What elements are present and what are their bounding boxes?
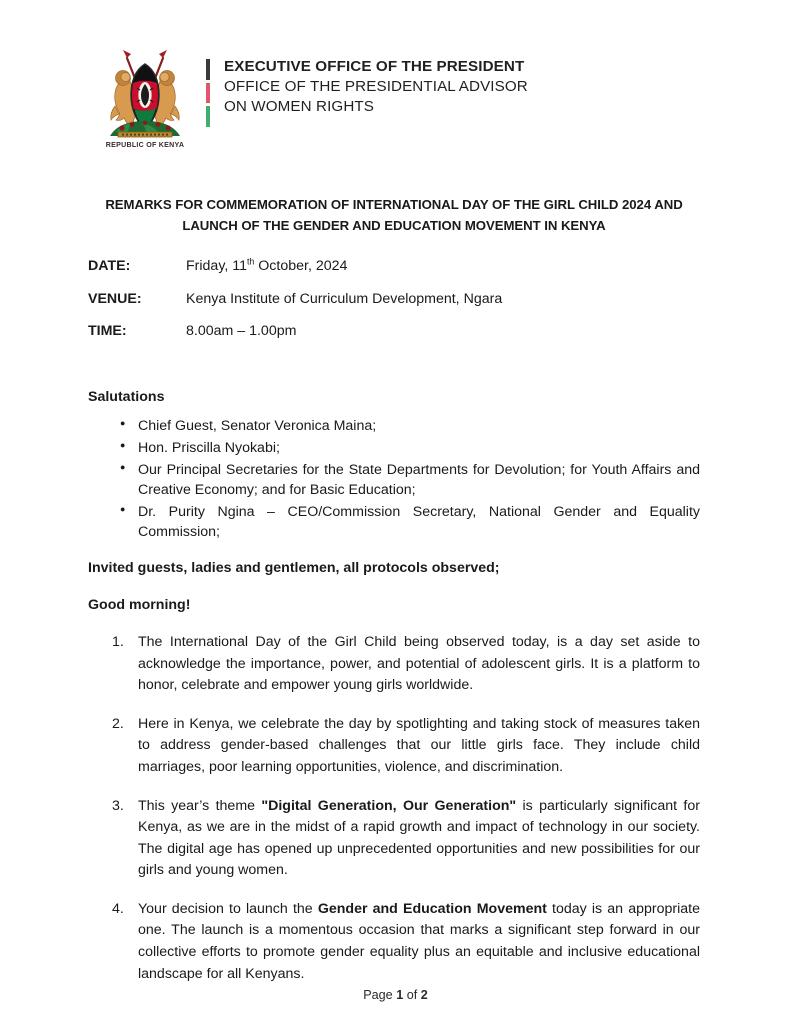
- salutations-list: [88, 416, 700, 543]
- tricolor-segment-black: [206, 59, 210, 80]
- document-title: [88, 195, 700, 237]
- list-item: [88, 632, 700, 697]
- date-value-before: Friday, 11: [186, 257, 247, 274]
- footer-prefix: Page: [363, 988, 397, 1002]
- paragraph-text-part-1: The International Day of the Girl Child being observed today, is a day set aside to acknowledge the importance, power, and potential of adolescent girls. It is a platform to honor, celebrate and empower young girls worldwide.: [138, 634, 700, 694]
- kenya-coat-of-arms-icon: [96, 48, 194, 148]
- list-item: ● Dr. Purity Ngina – CEO/Commission Secretary, National Gender and Equality Commission;: [88, 502, 700, 543]
- tricolor-segment-green: [206, 106, 210, 127]
- footer-total-pages: 2: [420, 988, 428, 1002]
- document-title-line-2: LAUNCH OF THE GENDER AND EDUCATION MOVEMENT IN KENYA: [182, 217, 606, 233]
- list-item: ● Hon. Priscilla Nyokabi;: [88, 438, 700, 459]
- paragraph-emphasis: Gender and Education Movement: [317, 900, 547, 917]
- meta-label-venue: VENUE:: [88, 290, 142, 307]
- tricolor-segment-red: [206, 83, 210, 104]
- letterhead: [96, 48, 528, 148]
- remarks-list: [88, 632, 700, 985]
- paragraph-text-part-1: This year’s theme: [138, 797, 262, 814]
- org-line-women-rights: ON WOMEN RIGHTS: [224, 97, 374, 115]
- meta-value-date: [186, 257, 347, 277]
- list-item: ● Chief Guest, Senator Veronica Maina;: [88, 416, 700, 437]
- org-line-executive-office: EXECUTIVE OFFICE OF THE PRESIDENT: [224, 58, 525, 75]
- list-item: [88, 796, 700, 882]
- document-body: [88, 195, 700, 1002]
- meta-value-venue: Kenya Institute of Curriculum Development, Ngara: [186, 290, 503, 307]
- meta-row-venue: [88, 290, 700, 310]
- emblem-caption: REPUBLIC OF KENYA: [105, 141, 185, 149]
- paragraph-text-part-1: Here in Kenya, we celebrate the day by spotlighting and taking stock of measures taken to address gender-based challenges that our little girls face. They include child marriages, poor learning opportunities, violence, and discrimination.: [138, 715, 700, 775]
- paragraph-emphasis: "Digital Generation, Our Generation": [261, 797, 517, 814]
- meta-row-time: [88, 322, 700, 342]
- meta-label-date: DATE:: [88, 257, 131, 274]
- date-value-after: October, 2024: [254, 257, 348, 274]
- date-value-ordinal: th: [246, 255, 255, 266]
- organization-name-block: [224, 57, 528, 116]
- salutations-heading: Salutations: [88, 389, 165, 406]
- paragraph-text-part-1: Your decision to launch the: [138, 900, 318, 917]
- document-title-line-1: REMARKS FOR COMMEMORATION OF INTERNATIONAL DAY OF THE GIRL CHILD 2024 AND: [105, 197, 683, 212]
- list-item: [88, 899, 700, 985]
- meta-row-date: [88, 257, 700, 277]
- list-item: [88, 714, 700, 779]
- paragraph-text-part-2: today is an appropriate one. The launch is a momentous occasion that marks a significant step forward in our collective efforts to promote gender equality plus an equitable and inclusive educational landscape for all Kenyans.: [138, 900, 700, 982]
- meta-label-time: TIME:: [88, 323, 127, 340]
- org-line-presidential-advisor: OFFICE OF THE PRESIDENTIAL ADVISOR: [224, 77, 528, 95]
- page-footer: [0, 988, 791, 1002]
- tricolor-divider-icon: [206, 59, 210, 127]
- footer-middle: of: [403, 988, 421, 1002]
- footer-current-page: 1: [396, 988, 404, 1002]
- invited-guests-line: Invited guests, ladies and gentlemen, all protocols observed;: [88, 559, 500, 576]
- list-item: ● Our Principal Secretaries for the State Departments for Devolution; for Youth Affairs and Creative Economy; and for Basic Education;: [88, 460, 700, 501]
- greeting-line: Good morning!: [88, 596, 191, 613]
- paragraph-text-part-2: is particularly significant for Kenya, as we are in the midst of a rapid growth and impact of technology in our society. The digital age has opened up unprecedented opportunities and new possibilities for our girls and young women.: [138, 797, 700, 879]
- meta-value-time: 8.00am – 1.00pm: [186, 323, 297, 340]
